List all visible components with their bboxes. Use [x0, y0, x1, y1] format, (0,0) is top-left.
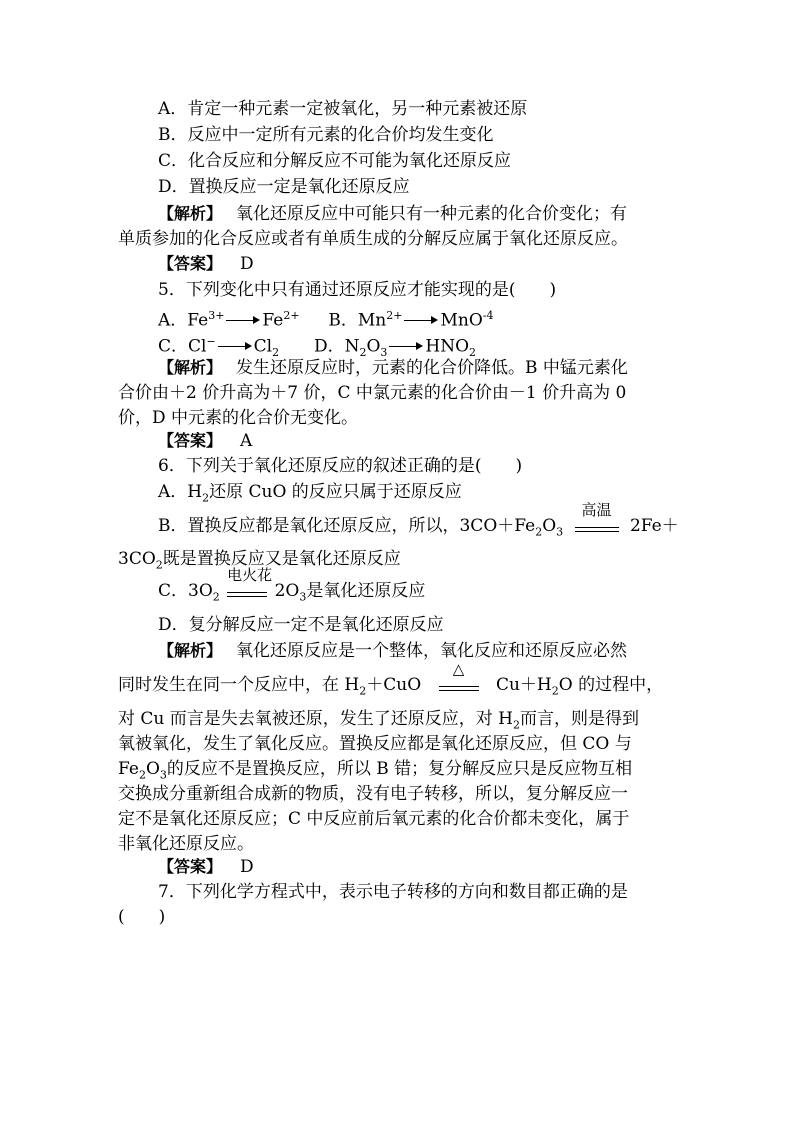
answer-tag: 【答案】	[158, 254, 223, 273]
q5-options-cd: C．Cl− $Cl_2$ D．$N_2O_3$ $HNO_2$	[158, 335, 477, 360]
q6-analysis-line3: 对 Cu 而言是失去氧被还原，发生了还原反应，对 $H_2$而言，则是得到	[118, 709, 639, 732]
arrow-icon	[404, 316, 438, 326]
q4-option-c: C．化合反应和分解反应不可能为氧化还原反应	[158, 151, 512, 171]
q6-answer: 【答案】 D	[158, 857, 254, 877]
q5-analysis-line3: 价，D 中元素的化合价无变化。	[118, 408, 359, 428]
q5-stem: 5．下列变化中只有通过还原反应才能实现的是( )	[158, 280, 557, 300]
condition-equals-sign: 电火花	[227, 581, 267, 603]
q4-option-a: A．肯定一种元素一定被氧化，另一种元素被还原	[158, 99, 528, 119]
q6-option-b: B．置换反应都是氧化还原反应，所以，$3CO+Fe_2O_3$ 高温 2Fe＋	[158, 500, 679, 539]
condition-equals-sign: △	[439, 675, 479, 697]
q5-answer: 【答案】 A	[158, 431, 253, 451]
q6-option-c: C．$3O_2$ 电火花 $2O_3$是氧化还原反应	[158, 565, 426, 604]
q6-option-a: A．$H_2$还原 CuO 的反应只属于还原反应	[158, 482, 462, 505]
arrow-icon	[389, 342, 423, 352]
arrow-icon	[218, 342, 252, 352]
analysis-tag: 【解析】	[158, 641, 223, 660]
analysis-tag: 【解析】	[158, 358, 223, 377]
q6-option-b-line2: $3CO_2$既是置换反应又是氧化还原反应	[118, 549, 401, 572]
q6-analysis-line7: 定不是氧化还原反应；C 中反应前后氧元素的化合价都未变化，属于	[118, 809, 630, 829]
q6-option-d: D．复分解反应一定不是氧化还原反应	[158, 615, 444, 635]
q4-answer: 【答案】 D	[158, 254, 254, 274]
q7-stem-line1: 7．下列化学方程式中，表示电子转移的方向和数目都正确的是	[158, 882, 628, 902]
q6-analysis-line6: 交换成分重新组合成新的物质，没有电子转移，所以，复分解反应一	[118, 784, 628, 804]
q6-analysis-line8: 非氧化还原反应。	[118, 834, 254, 854]
q4-option-d: D．置换反应一定是氧化还原反应	[158, 177, 410, 197]
q4-analysis-line2: 单质参加的化合反应或者有单质生成的分解反应属于氧化还原反应。	[118, 229, 628, 249]
answer-tag: 【答案】	[158, 857, 223, 876]
q6-analysis-line5: $Fe_2O_3$的反应不是置换反应，所以 B 错；复分解反应只是反应物互相	[118, 759, 633, 782]
q5-analysis-line2: 合价由＋2 价升高为＋7 价，C 中氯元素的化合价由－1 价升高为 0	[118, 383, 627, 403]
q5-analysis-line1: 【解析】 发生还原反应时，元素的化合价降低。B 中锰元素化	[158, 358, 628, 378]
answer-tag: 【答案】	[158, 431, 223, 450]
q7-stem-line2: ( )	[118, 907, 166, 927]
q6-analysis-line1: 【解析】 氧化还原反应是一个整体，氧化反应和还原反应必然	[158, 641, 628, 661]
q5-options-ab: A．$Fe^{3+}$ $Fe^{2+}$ B．$Mn^{2+}$ MnO$^{-4}$	[158, 309, 494, 331]
q4-option-b: B．反应中一定所有元素的化合价均发生变化	[158, 125, 494, 145]
q4-analysis-line1: 【解析】 氧化还原反应中可能只有一种元素的化合价变化；有	[158, 204, 628, 224]
q6-stem: 6．下列关于氧化还原反应的叙述正确的是( )	[158, 456, 523, 476]
condition-equals-sign: 高温	[575, 516, 619, 538]
analysis-tag: 【解析】	[158, 204, 223, 223]
arrow-icon	[226, 316, 260, 326]
q6-analysis-line2: 同时发生在同一个反应中，在 $H_2+CuO$ △ $Cu+H_2O$ 的过程中，	[118, 659, 664, 698]
q6-analysis-line4: 氧被氧化，发生了氧化反应。置换反应都是氧化还原反应，但 CO 与	[118, 734, 632, 754]
